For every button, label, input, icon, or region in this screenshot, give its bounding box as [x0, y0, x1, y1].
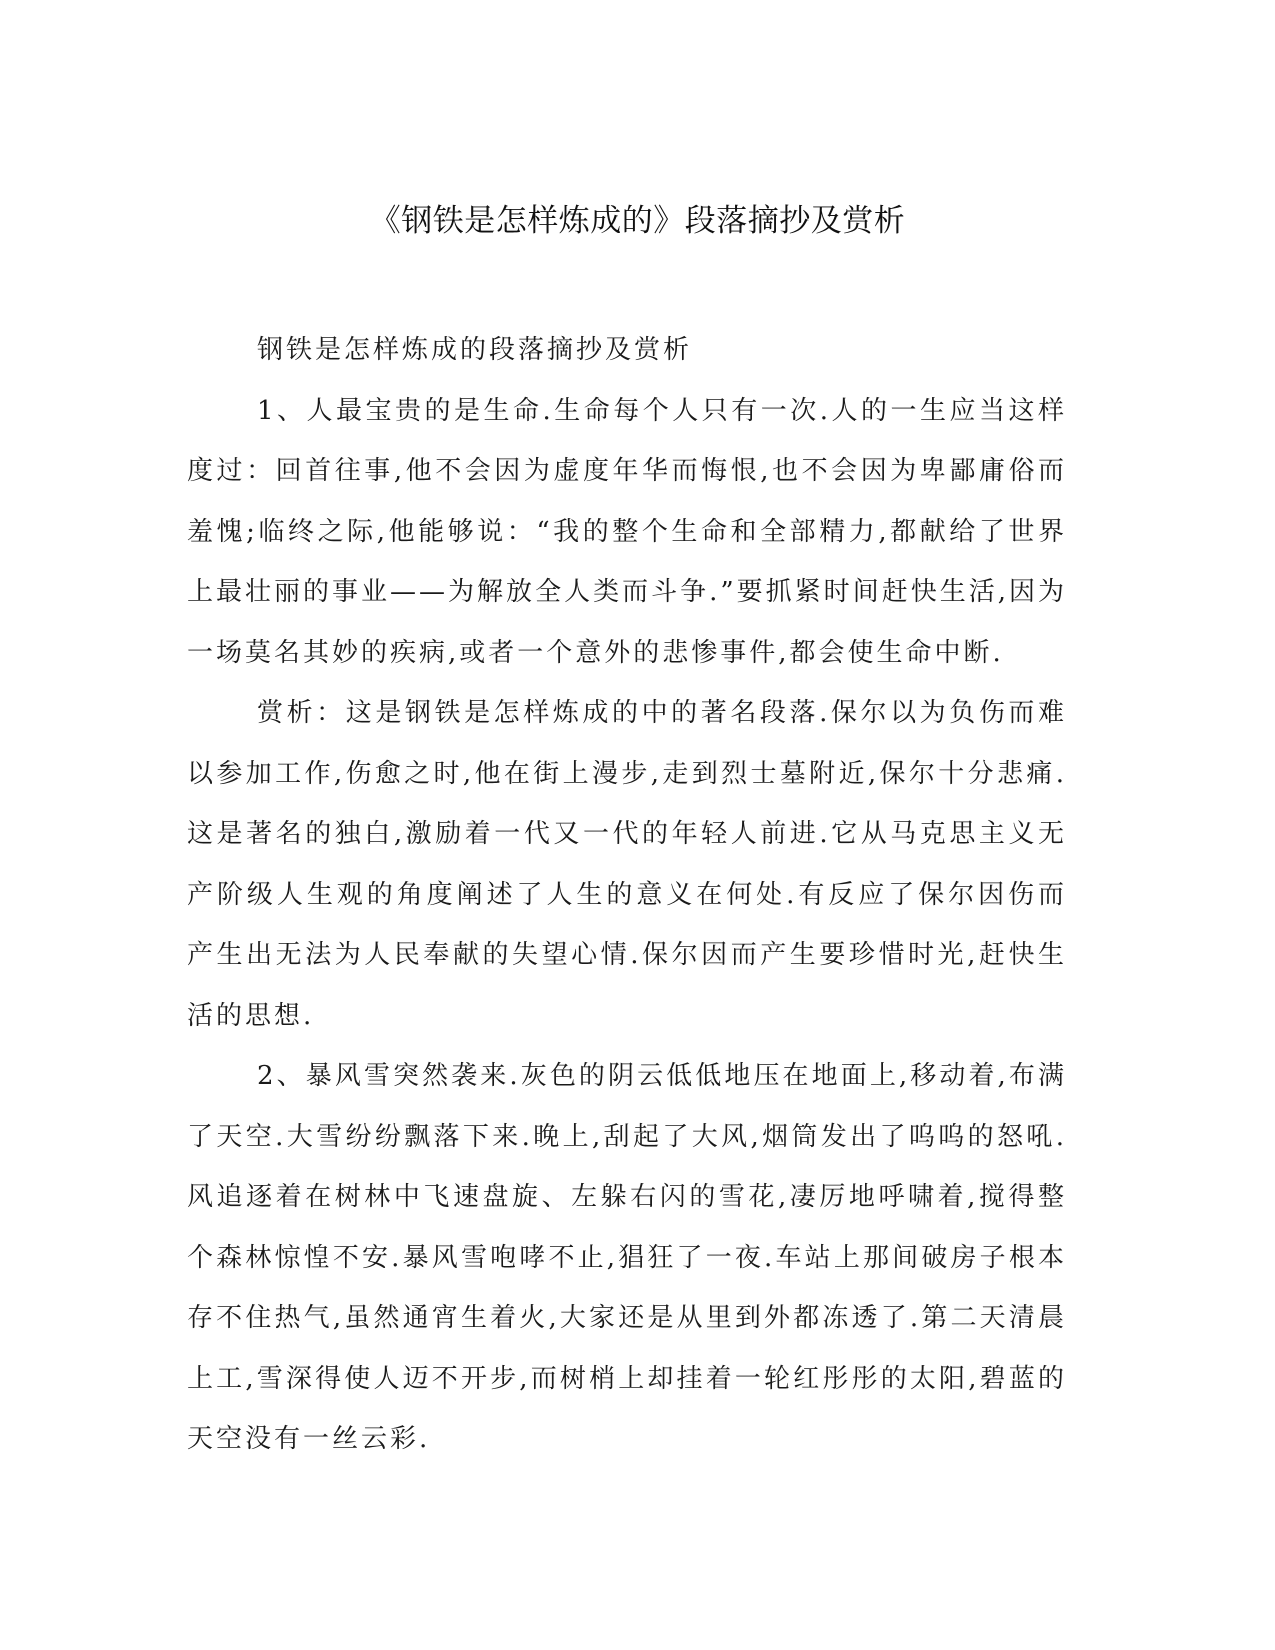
document-title: 《钢铁是怎样炼成的》段落摘抄及赏析	[369, 203, 906, 239]
excerpt-1-paragraph: 1、人最宝贵的是生命.生命每个人只有一次.人的一生应当这样度过：回首往事,他不会因为虚度年华而悔恨,也不会因为卑鄙庸俗而羞愧;临终之际,他能够说：“我的整个生命和全部精力,都献给了世界上最壮丽的事业——为解放全人类而斗争.”要抓紧时间赶快生活,因为一场莫名其妙的疾病,或者一个意外的悲惨事件,都会使生命中断.	[187, 395, 1067, 668]
excerpt-2-paragraph: 2、暴风雪突然袭来.灰色的阴云低低地压在地面上,移动着,布满了天空.大雪纷纷飘落下来.晚上,刮起了大风,烟筒发出了呜呜的怒吼.风追逐着在树林中飞速盘旋、左躲右闪的雪花,凄厉地呼啸着,搅得整个森林惊惶不安.暴风雪咆哮不止,猖狂了一夜.车站上那间破房子根本存不住热气,虽然通宵生着火,大家还是从里到外都冻透了.第二天清晨上工,雪深得使人迈不开步,而树梢上却挂着一轮红彤彤的太阳,碧蓝的天空没有一丝云彩.	[187, 1061, 1067, 1454]
appreciation-paragraph: 赏析：这是钢铁是怎样炼成的中的著名段落.保尔以为负伤而难以参加工作,伤愈之时,他在街上漫步,走到烈士墓附近,保尔十分悲痛.这是著名的独白,激励着一代又一代的年轻人前进.它从马克思主义无产阶级人生观的角度阐述了人生的意义在何处.有反应了保尔因伤而产生出无法为人民奉献的失望心情.保尔因而产生要珍惜时光,赶快生活的思想.	[187, 698, 1067, 1031]
subtitle-paragraph: 钢铁是怎样炼成的段落摘抄及赏析	[257, 335, 693, 365]
document-body	[187, 320, 1067, 1470]
